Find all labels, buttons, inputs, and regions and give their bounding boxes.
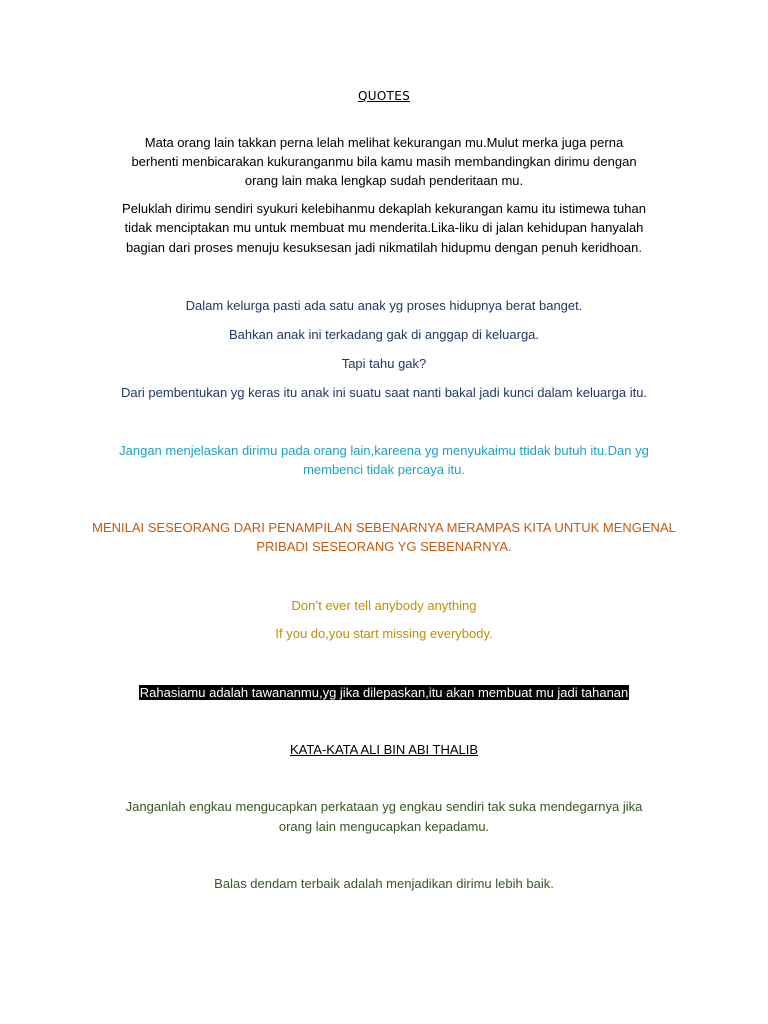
blue-quote-4: Dari pembentukan yg keras itu anak ini suatu saat nanti bakal jadi kunci dalam keluarga itu. <box>120 385 648 400</box>
gold-quote-1: Don’t ever tell anybody anything <box>291 598 477 613</box>
document-title: QUOTES <box>357 89 410 103</box>
paragraph2-line3: bagian dari proses menuju kesuksesan jadi nikmatilah hidupmu dengan penuh keridhoan. <box>125 240 642 255</box>
orange-quote-line1: MENILAI SESEORANG DARI PENAMPILAN SEBENARNYA MERAMPAS KITA UNTUK MENGENAL <box>92 520 676 535</box>
orange-quote-line2: PRIBADI SESEORANG YG SEBENARNYA. <box>256 539 512 554</box>
blue-quote-2: Bahkan anak ini terkadang gak di anggap di keluarga. <box>228 327 540 342</box>
paragraph2-line1: Peluklah dirimu sendiri syukuri kelebihanmu dekaplah kekurangan kamu itu istimewa tuhan <box>122 201 646 216</box>
green-quote1-line1: Janganlah engkau mengucapkan perkataan yg engkau sendiri tak suka mendegarnya jika <box>125 799 643 814</box>
paragraph1-line2: berhenti menbicarakan kukuranganmu bila kamu masih membandingkan dirimu dengan <box>131 154 637 169</box>
blue-quote-3: Tapi tahu gak? <box>341 356 427 371</box>
gold-quote-2: If you do,you start missing everybody. <box>275 626 493 641</box>
highlighted-quote-row <box>0 683 768 702</box>
paragraph2-line2: tidak menciptakan mu untuk membuat mu menderita.Lika-liku di jalan kehidupan hanyalah <box>124 220 644 235</box>
green-quote2: Balas dendam terbaik adalah menjadikan dirimu lebih baik. <box>214 876 554 891</box>
paragraph1-line1: Mata orang lain takkan perna lelah melihat kekurangan mu.Mulut merka juga perna <box>144 135 624 150</box>
section-heading: KATA-KATA ALI BIN ABI THALIB <box>289 742 479 757</box>
paragraph1-line3: orang lain maka lengkap sudah penderitaan mu. <box>244 173 524 188</box>
cyan-quote-line2: membenci tidak percaya itu. <box>303 462 465 477</box>
highlighted-quote: Rahasiamu adalah tawananmu,yg jika dilepaskan,itu akan membuat mu jadi tahanan <box>139 685 629 700</box>
cyan-quote-line1: Jangan menjelaskan dirimu pada orang lain,kareena yg menyukaimu ttidak butuh itu.Dan yg <box>119 443 649 458</box>
blue-quote-1: Dalam kelurga pasti ada satu anak yg proses hidupnya berat banget. <box>185 298 583 313</box>
green-quote1-line2: orang lain mengucapkan kepadamu. <box>278 819 490 834</box>
